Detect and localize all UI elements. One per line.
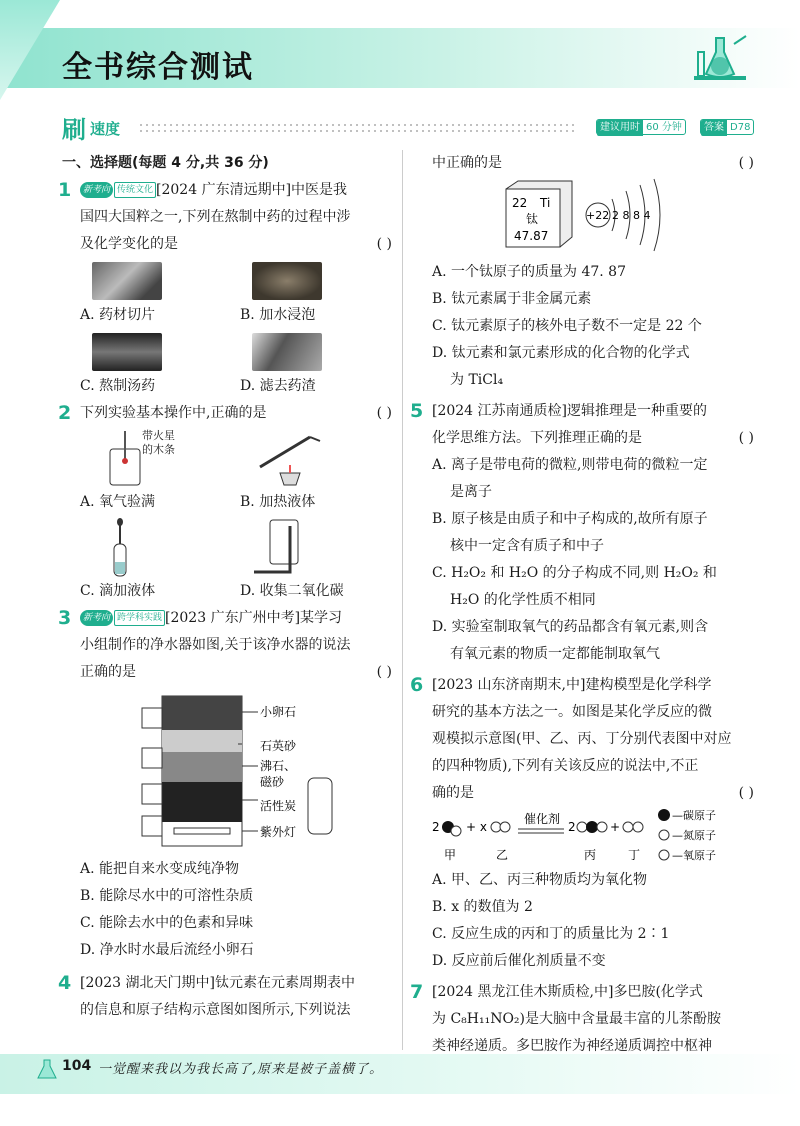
question-number: 6 bbox=[410, 674, 424, 696]
speed-main-label: 刷 bbox=[62, 116, 86, 144]
nucleus-charge: +22 bbox=[586, 209, 610, 222]
option-c-cont: H₂O 的化学性质不相同 bbox=[450, 592, 596, 608]
substance-name: 丁 bbox=[628, 848, 641, 862]
option-d[interactable] bbox=[240, 329, 400, 400]
substance-name: 丙 bbox=[584, 848, 597, 862]
question-line bbox=[414, 780, 754, 807]
option-b-cont: 核中一定含有质子和中子 bbox=[450, 538, 604, 554]
option-d[interactable]: D. 实验室制取氧气的药品都含有氧元素,则含 bbox=[432, 619, 709, 635]
option-label: C. 熬制汤药 bbox=[80, 378, 156, 394]
question-number: 3 bbox=[58, 607, 72, 629]
coefficient: 2 bbox=[432, 820, 440, 834]
option-d[interactable]: D. 反应前后催化剂质量不变 bbox=[432, 953, 606, 969]
answer-blank: ( ) bbox=[738, 785, 754, 801]
substance-name: 乙 bbox=[496, 848, 509, 862]
right-column bbox=[410, 150, 754, 1087]
suggested-time-badge bbox=[596, 119, 686, 135]
atomic-number: 22 bbox=[512, 196, 528, 210]
option-b[interactable]: B. x 的数值为 2 bbox=[432, 899, 533, 915]
question-4 bbox=[58, 970, 392, 1024]
question-line: 为 C₈H₁₁NO₂)是大脑中含量最丰富的儿茶酚胺 bbox=[432, 1011, 722, 1027]
question-source: [2023 湖北天门期中] bbox=[80, 975, 216, 991]
option-b[interactable]: B. 原子核是由质子和中子构成的,故所有原子 bbox=[432, 511, 708, 527]
question-line-text: 化学思维方法。下列推理正确的是 bbox=[432, 430, 642, 446]
legend-label: —碳原子 bbox=[672, 809, 716, 822]
option-grid bbox=[62, 258, 392, 400]
question-4-continued bbox=[414, 150, 754, 394]
question-source: [2024 江苏南通质检] bbox=[432, 403, 568, 419]
herb-slicing-photo bbox=[92, 262, 162, 300]
question-line-text: 某学习 bbox=[300, 610, 343, 626]
titanium-diagram bbox=[414, 177, 754, 259]
element-symbol: Ti bbox=[540, 196, 551, 210]
question-source: [2023 广东广州中考] bbox=[165, 610, 301, 626]
layer-label: 沸石、 bbox=[260, 759, 297, 773]
answer-blank: ( ) bbox=[376, 664, 392, 680]
option-b[interactable]: B. 能除尽水中的可溶性杂质 bbox=[80, 888, 254, 904]
option-b[interactable] bbox=[240, 258, 400, 329]
legend-label: —氧原子 bbox=[672, 849, 716, 862]
diagram-label: 的木条 bbox=[142, 443, 175, 456]
question-line-text: 钛元素在元素周期表中 bbox=[215, 975, 356, 991]
option-a[interactable]: A. 甲、乙、丙三种物质均为氧化物 bbox=[432, 872, 648, 888]
electron-shells: 2 8 8 4 bbox=[612, 209, 651, 222]
option-d[interactable]: D. 钛元素和氯元素形成的化合物的化学式 bbox=[432, 345, 690, 361]
option-label: C. 滴加液体 bbox=[80, 583, 156, 599]
layer-label: 石英砂 bbox=[260, 739, 297, 753]
category-tag: 传统文化 bbox=[114, 182, 156, 198]
option-c[interactable]: C. 反应生成的丙和丁的质量比为 2∶1 bbox=[432, 926, 670, 942]
question-number: 7 bbox=[410, 981, 424, 1003]
option-a[interactable]: A. 能把自来水变成纯净物 bbox=[80, 861, 240, 877]
question-line bbox=[414, 425, 754, 452]
option-a[interactable]: A. 离子是带电荷的微粒,则带电荷的微粒一定 bbox=[432, 457, 708, 473]
question-line-text: 确的是 bbox=[432, 785, 474, 801]
question-line bbox=[414, 398, 754, 425]
oxygen-test-diagram bbox=[80, 427, 200, 489]
question-line bbox=[62, 400, 392, 427]
question-number: 2 bbox=[58, 402, 72, 424]
question-line: 类神经递质。多巴胺作为神经递质调控中枢神 bbox=[432, 1038, 712, 1054]
option-b[interactable]: B. 钛元素属于非金属元素 bbox=[432, 291, 592, 307]
question-line bbox=[414, 150, 754, 177]
answer-blank: ( ) bbox=[376, 236, 392, 252]
reaction-diagram bbox=[414, 807, 754, 867]
question-line: 中医是我 bbox=[291, 182, 348, 198]
option-c[interactable]: C. 钛元素原子的核外电子数不一定是 22 个 bbox=[432, 318, 702, 334]
question-line bbox=[414, 979, 754, 1006]
new-trend-tag: 新考向 bbox=[80, 610, 113, 626]
option-d-cont: 有氧元素的物质一定都能制取氧气 bbox=[450, 646, 660, 662]
question-source: [2024 广东清远期中] bbox=[156, 182, 292, 198]
plus-sign: + bbox=[610, 820, 621, 834]
new-trend-tag: 新考向 bbox=[80, 182, 113, 198]
page-title: 全书综合测试 bbox=[62, 50, 254, 85]
coefficient: + x bbox=[466, 820, 487, 834]
option-label: D. 滤去药渣 bbox=[240, 378, 316, 394]
option-a[interactable]: A. 一个钛原子的质量为 47. 87 bbox=[432, 264, 626, 280]
collect-co2-diagram bbox=[240, 516, 360, 578]
option-a[interactable] bbox=[80, 258, 240, 329]
diagram-label: 带火星 bbox=[142, 429, 175, 442]
option-c[interactable]: C. H₂O₂ 和 H₂O 的分子构成不同,则 H₂O₂ 和 bbox=[432, 565, 717, 581]
question-line-text: 中正确的是 bbox=[432, 155, 502, 171]
question-line bbox=[62, 970, 392, 997]
option-c[interactable] bbox=[80, 329, 240, 400]
option-b[interactable] bbox=[240, 427, 400, 516]
herb-soaking-photo bbox=[252, 262, 322, 300]
question-line: 研究的基本方法之一。如图是某化学反应的微 bbox=[432, 704, 712, 720]
answer-badge bbox=[700, 119, 754, 135]
element-name: 钛 bbox=[526, 212, 539, 226]
question-line: 国四大国粹之一,下列在熬制中药的过程中涉 bbox=[80, 209, 351, 225]
option-label: A. 氧气验满 bbox=[80, 494, 156, 510]
heating-liquid-diagram bbox=[240, 427, 360, 489]
option-label: D. 收集二氧化碳 bbox=[240, 583, 344, 599]
suggested-time-value: 60 分钟 bbox=[646, 122, 682, 133]
question-line: 观模拟示意图(甲、乙、丙、丁分别代表图中对应 bbox=[432, 731, 732, 747]
option-label: B. 加热液体 bbox=[240, 494, 316, 510]
layer-label: 小卵石 bbox=[260, 705, 297, 719]
option-grid bbox=[62, 427, 392, 605]
question-number: 1 bbox=[58, 179, 72, 201]
water-purifier-diagram bbox=[62, 688, 392, 856]
question-line-text: 逻辑推理是一种重要的 bbox=[567, 403, 708, 419]
left-column bbox=[58, 150, 392, 1024]
answer-blank: ( ) bbox=[738, 430, 754, 446]
question-source: [2023 山东济南期末,中] bbox=[432, 677, 586, 693]
speed-bar bbox=[62, 110, 752, 144]
option-c[interactable]: C. 能除去水中的色素和异味 bbox=[80, 915, 254, 931]
catalyst-label: 催化剂 bbox=[524, 812, 561, 826]
column-divider bbox=[402, 150, 403, 1050]
dropping-liquid-diagram bbox=[80, 516, 200, 578]
answer-value: D78 bbox=[730, 122, 751, 133]
question-3 bbox=[58, 605, 392, 964]
substance-name: 甲 bbox=[444, 848, 457, 862]
option-d[interactable]: D. 净水时水最后流经小卵石 bbox=[80, 942, 254, 958]
page-header bbox=[0, 0, 800, 96]
option-label: A. 药材切片 bbox=[80, 307, 156, 323]
answer-blank: ( ) bbox=[376, 405, 392, 421]
answer-blank: ( ) bbox=[738, 155, 754, 171]
question-number: 5 bbox=[410, 400, 424, 422]
page-number: 104 bbox=[62, 1058, 92, 1074]
answer-label: 答案 bbox=[701, 120, 727, 136]
legend-label: —氮原子 bbox=[672, 829, 716, 842]
section-title: 一、选择题(每题 4 分,共 36 分) bbox=[62, 155, 269, 171]
question-line bbox=[62, 659, 392, 686]
question-2 bbox=[58, 400, 392, 605]
flask-small-icon bbox=[36, 1058, 58, 1080]
suggested-time-label: 建议用时 bbox=[597, 120, 643, 136]
question-line bbox=[414, 672, 754, 699]
question-number: 4 bbox=[58, 972, 72, 994]
atomic-mass: 47.87 bbox=[514, 229, 549, 243]
coefficient: 2 bbox=[568, 820, 576, 834]
speed-sub-label: 速度 bbox=[90, 120, 121, 138]
layer-label: 紫外灯 bbox=[260, 825, 297, 839]
option-d-cont: 为 TiCl₄ bbox=[450, 372, 504, 388]
option-a[interactable] bbox=[80, 427, 240, 516]
dotted-rule bbox=[138, 122, 578, 132]
question-line-text: 正确的是 bbox=[80, 664, 136, 680]
question-line bbox=[62, 605, 392, 632]
question-6 bbox=[410, 672, 754, 975]
option-c[interactable] bbox=[80, 516, 240, 605]
question-source: [2024 黑龙江佳木斯质检,中] bbox=[432, 984, 614, 1000]
question-line-text: 及化学变化的是 bbox=[80, 236, 178, 252]
question-line-text: 多巴胺(化学式 bbox=[613, 984, 703, 1000]
option-label: B. 加水浸泡 bbox=[240, 307, 316, 323]
question-line: 的四种物质),下列有关该反应的说法中,不正 bbox=[432, 758, 699, 774]
layer-label: 磁砂 bbox=[260, 775, 285, 789]
flask-icon bbox=[688, 30, 752, 90]
option-d[interactable] bbox=[240, 516, 400, 605]
question-line-text: 下列实验基本操作中,正确的是 bbox=[80, 405, 267, 421]
question-line-text: 建构模型是化学科学 bbox=[585, 677, 712, 693]
question-5 bbox=[410, 398, 754, 668]
question-1 bbox=[58, 177, 392, 400]
question-text bbox=[62, 177, 392, 204]
option-a-cont: 是离子 bbox=[450, 484, 492, 500]
category-tag: 跨学科实践 bbox=[114, 610, 165, 626]
filter-residue-photo bbox=[252, 333, 322, 371]
question-line: 的信息和原子结构示意图如图所示,下列说法 bbox=[80, 1002, 351, 1018]
decoction-photo bbox=[92, 333, 162, 371]
question-line bbox=[62, 231, 392, 258]
layer-label: 活性炭 bbox=[260, 799, 297, 813]
question-line: 小组制作的净水器如图,关于该净水器的说法 bbox=[80, 637, 351, 653]
footer-motto: 一觉醒来我以为我长高了,原来是被子盖横了。 bbox=[98, 1062, 384, 1077]
